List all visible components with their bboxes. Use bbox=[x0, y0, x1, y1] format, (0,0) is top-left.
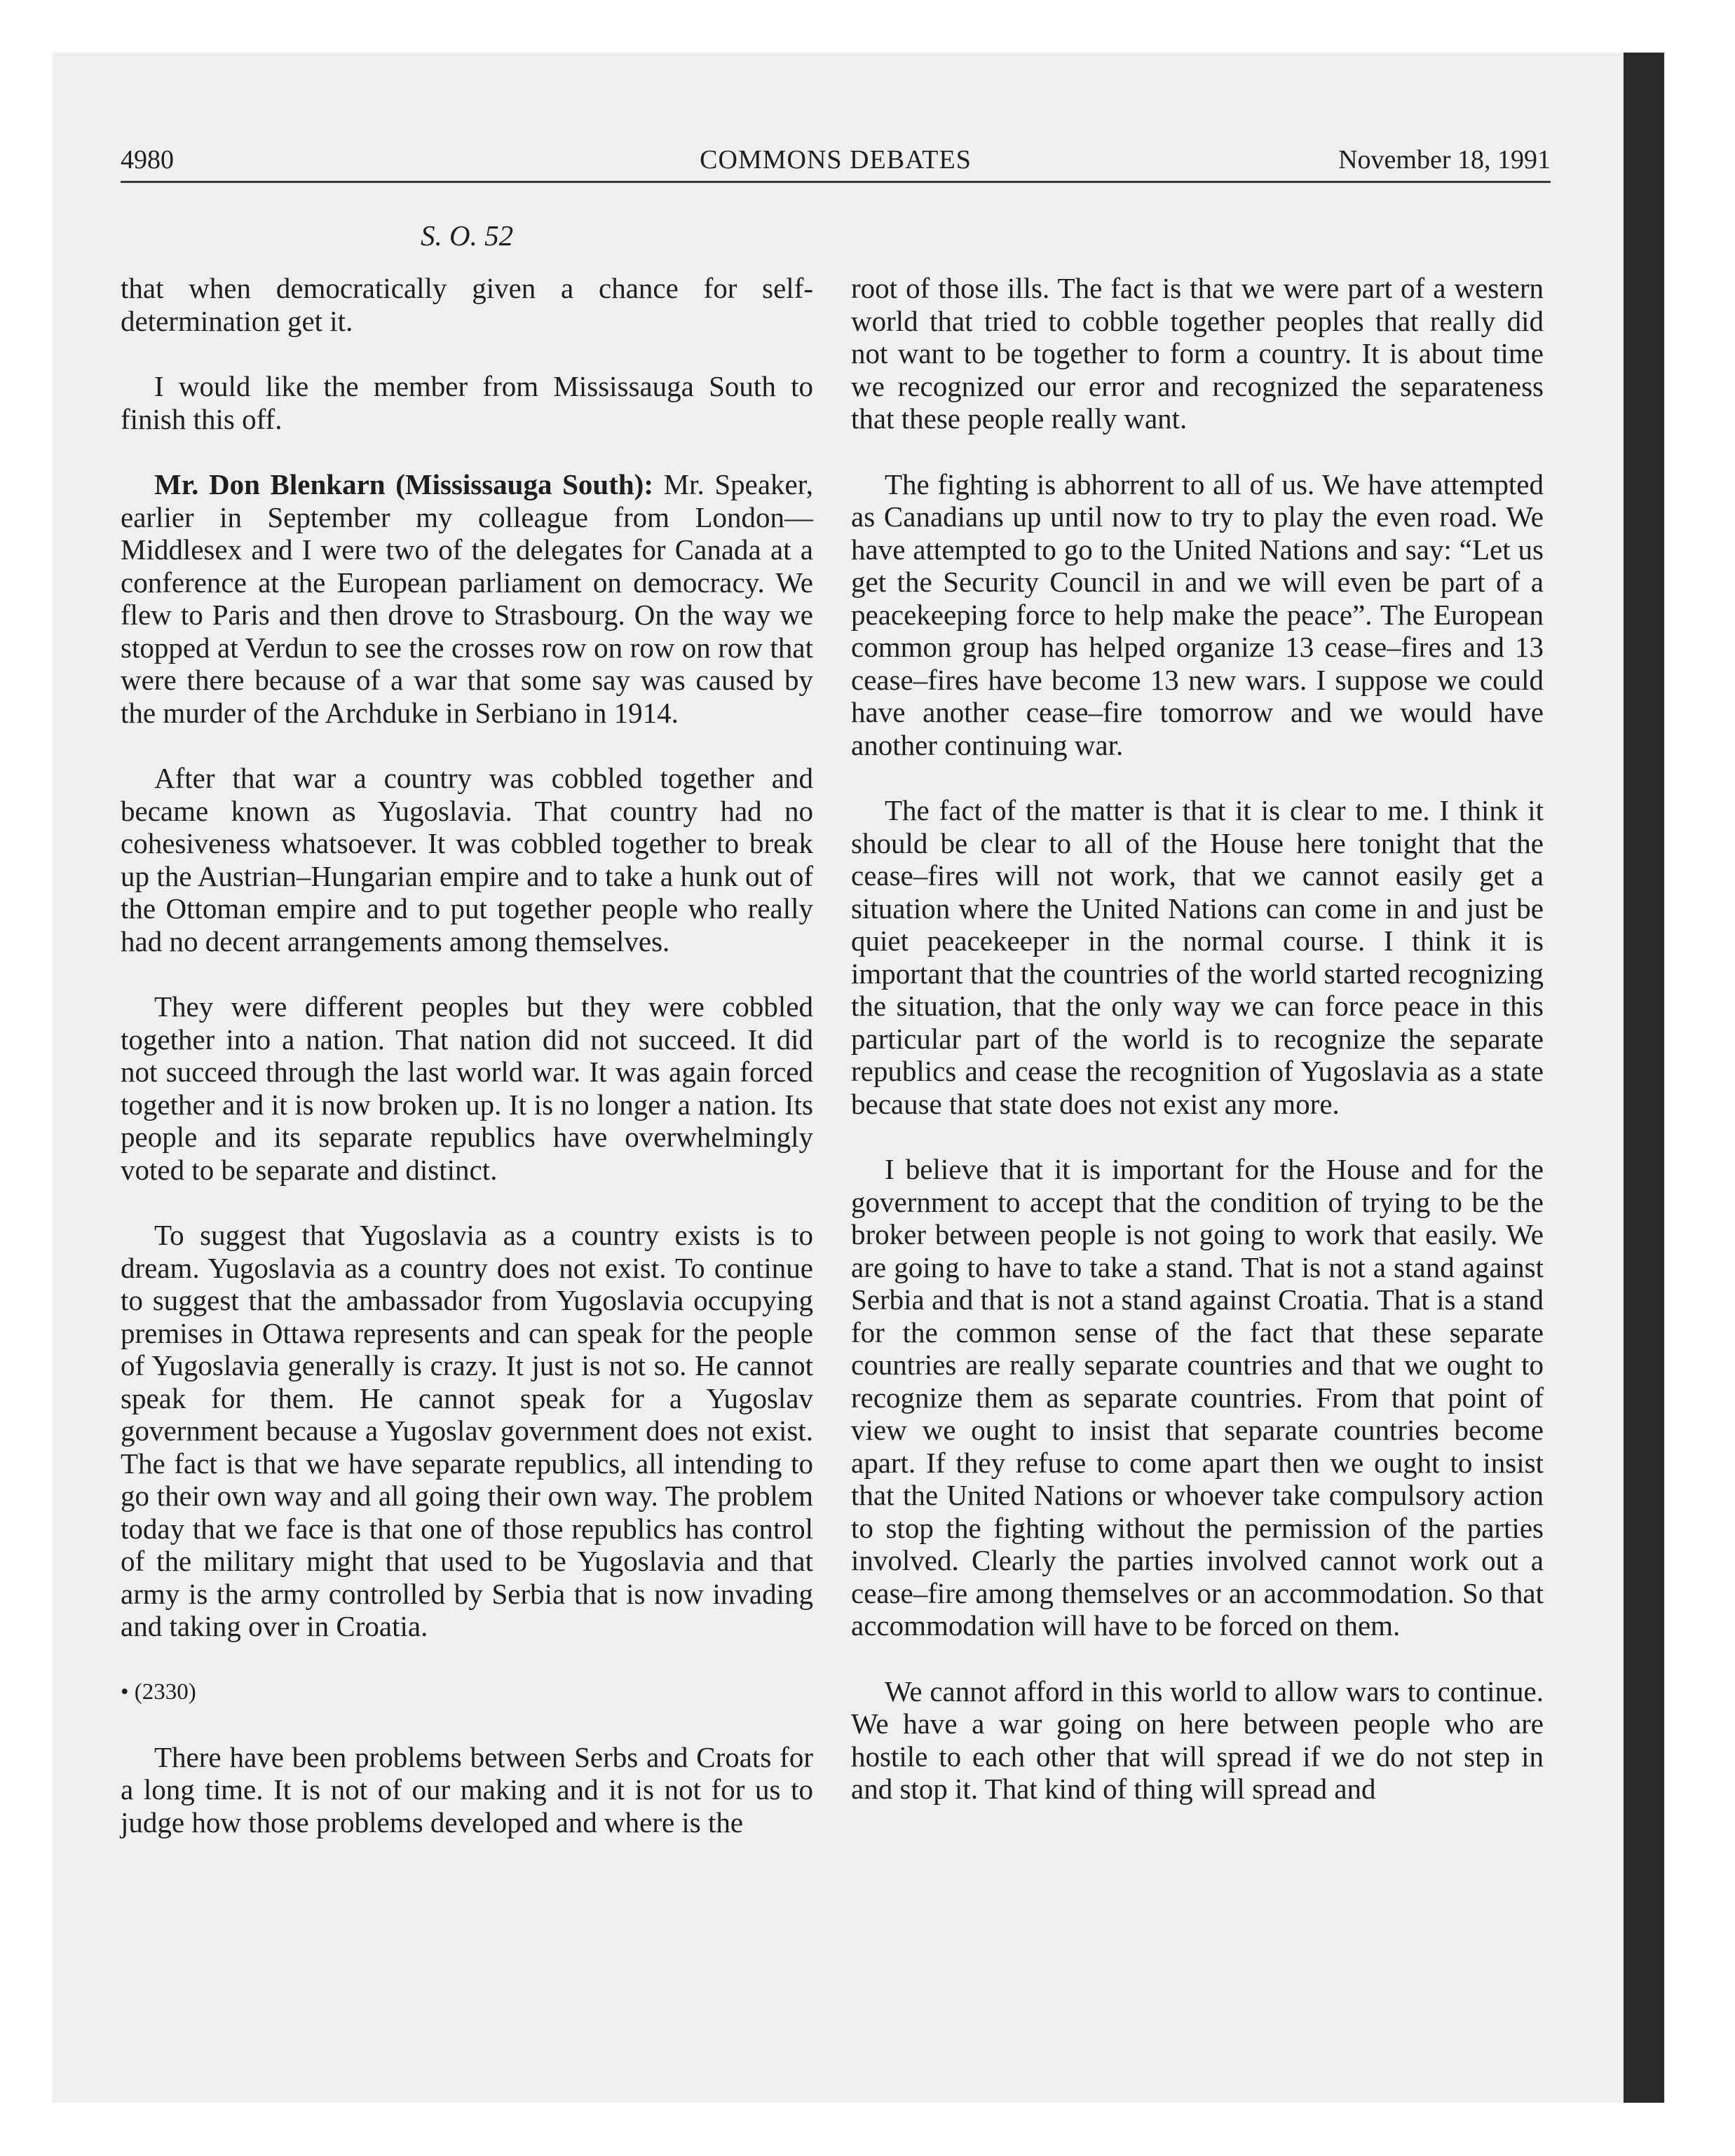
header-rule bbox=[121, 181, 1551, 183]
right-column bbox=[851, 272, 1544, 1838]
paragraph: There have been problems between Serbs and Croats for a long time. It is not of our making and it is not for us to judge how those problems developed and where is the bbox=[121, 1740, 813, 1838]
left-column bbox=[121, 272, 813, 1871]
speech-text: Mr. Speaker, earlier in September my colleague from London—Middlesex and I were two of the delegates for Canada at a conference at the European parliament on democracy. We flew to Paris and then drove to Strasbourg. On the way we stopped at Verdun to see the crosses row on row on row that were there because of a war that some say was caused by the murder of the Archduke in Serbiano in 1914. bbox=[121, 468, 813, 729]
paragraph: root of those ills. The fact is that we were part of a western world that tried to cobble together peoples that really did not want to be together to form a country. It is about time we recognized our error and recognized the separateness that these people really want. bbox=[851, 272, 1544, 435]
paragraph: that when democratically given a chance for self-determination get it. bbox=[121, 272, 813, 337]
time-marker: • (2330) bbox=[121, 1679, 196, 1705]
paragraph: The fact of the matter is that it is clear to me. I think it should be clear to all of the House here tonight that the cease–fires will not work, that we cannot easily get a situation where the United Nations can come in and just be quiet peacekeeper in the normal course. I think it is important that the countries of the world started recognizing the situation, that the only way we can force peace in this particular part of the world is to recognize the separate republics and cease the recognition of Yugoslavia as a state because that state does not exist any more. bbox=[851, 794, 1544, 1120]
speaker-name: Mr. Don Blenkarn (Mississauga South): bbox=[154, 468, 653, 500]
paragraph: We cannot afford in this world to allow wars to continue. We have a war going on here between people who are hostile to each other that will spread if we do not step in and stop it. That kind of thing will spread and bbox=[851, 1674, 1544, 1805]
publication-date: November 18, 1991 bbox=[1338, 145, 1551, 175]
section-label: S. O. 52 bbox=[421, 219, 514, 252]
paragraph: The fighting is abhorrent to all of us. We have attempted as Canadians up until now to try to play the even road. We have attempted to go to the United Nations and say: “Let us get the Security Council in and we will even be part of a peacekeeping force to help make the peace”. The European common group has helped organize 13 cease–fires and 13 cease–fires have become 13 new wars. I suppose we could have another cease–fire tomorrow and we would have another continuing war. bbox=[851, 468, 1544, 761]
paragraph: To suggest that Yugoslavia as a country exists is to dream. Yugoslavia as a country does not exist. To continue to suggest that the ambassador from Yugoslavia occupying premises in Ottawa represents and can speak for the people of Yugoslavia generally is crazy. It just is not so. He cannot speak for them. He cannot speak for a Yugoslav government because a Yugoslav government does not exist. The fact is that we have separate republics, all intending to go their own way and all going their own way. The problem today that we face is that one of those republics has control of the military might that used to be Yugoslavia and that army is the army controlled by Serbia that is now invading and taking over in Croatia. bbox=[121, 1219, 813, 1642]
paragraph: I believe that it is important for the House and for the government to accept that the condition of trying to be the broker between people is not going to work that easily. We are going to have to take a stand. That is not a stand against Serbia and that is not a stand against Croatia. That is a stand for the common sense of the fact that these separate countries are really separate countries and that we ought to recognize them as separate countries. From that point of view we ought to insist that separate countries become apart. If they refuse to come apart then we ought to insist that the United Nations or whoever take compulsory action to stop the fighting without the permission of the parties involved. Clearly the parties involved cannot work out a cease–fire among themselves or an accommodation. So that accommodation will have to be forced on them. bbox=[851, 1153, 1544, 1642]
page-number: 4980 bbox=[121, 145, 174, 175]
page-header bbox=[121, 140, 1551, 182]
paragraph: I would like the member from Mississauga South to finish this off. bbox=[121, 370, 813, 435]
paragraph: They were different peoples but they were cobbled together into a nation. That nation did not succeed. It did not succeed through the last world war. It was again forced together and it is now broken up. It is no longer a nation. Its people and its separate republics have overwhelmingly voted to be separate and distinct. bbox=[121, 990, 813, 1186]
publication-title: COMMONS DEBATES bbox=[700, 145, 972, 175]
speaker-paragraph bbox=[121, 468, 813, 729]
paragraph: After that war a country was cobbled together and became known as Yugoslavia. That country had no cohesiveness whatsoever. It was cobbled together to break up the Austrian–Hungarian empire and to take a hunk out of the Ottoman empire and to put together people who really had no decent arrangements among themselves. bbox=[121, 762, 813, 957]
scan-edge-shadow bbox=[1624, 53, 1664, 2103]
